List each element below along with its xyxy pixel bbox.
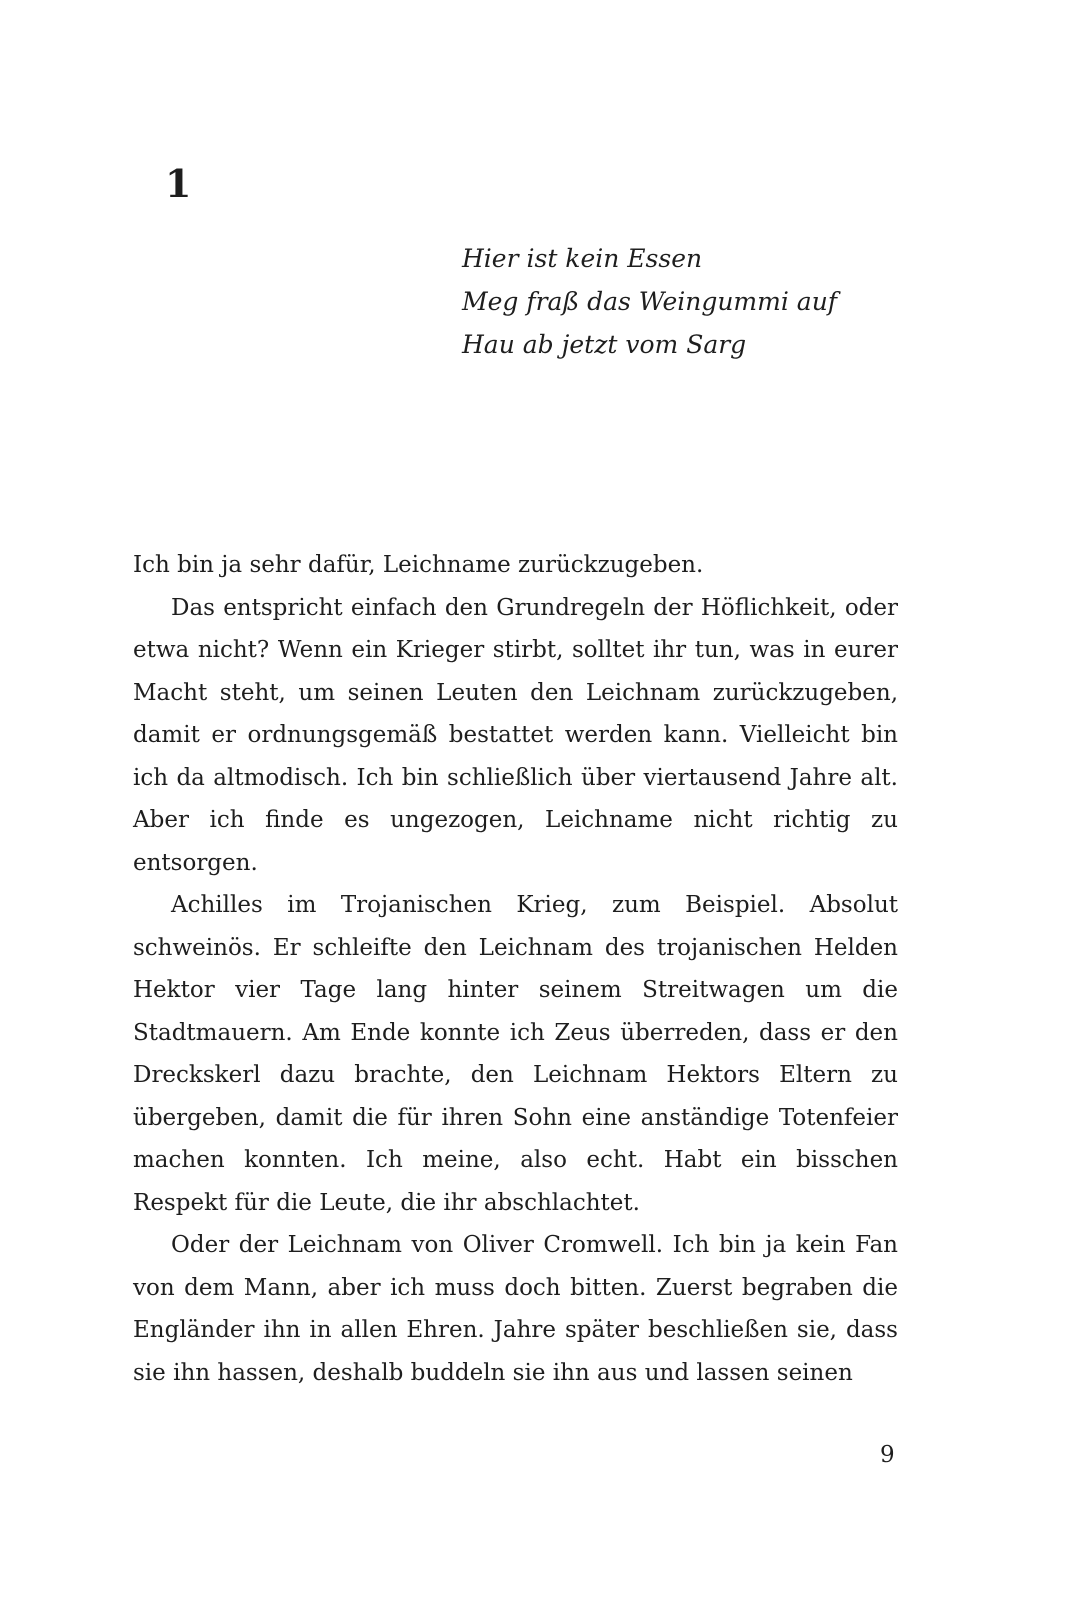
epigraph-line: Hier ist kein Essen xyxy=(462,244,703,273)
paragraph: Achilles im Trojanischen Krieg, zum Beispiel. Absolut schweinös. Er schleifte den Leichnam des trojanischen Helden Hektor vier Tage lang hinter seinem Streitwagen um die Stadtmauern. Am Ende konnte ich Zeus überreden, dass er den Dreckskerl dazu brachte, den Leichnam Hektors Eltern zu übergeben, damit die für ihren Sohn eine anständige Totenfeier machen konnten. Ich meine, also echt. Habt ein bisschen Respekt für die Leute, die ihr abschlachtet. xyxy=(133,892,898,1216)
chapter-number: 1 xyxy=(165,161,192,206)
paragraph: Ich bin ja sehr dafür, Leichname zurückzugeben. xyxy=(133,552,704,578)
epigraph-line: Meg fraß das Weingummi auf xyxy=(462,287,838,316)
page-number: 9 xyxy=(880,1442,895,1468)
epigraph xyxy=(462,237,837,366)
paragraph: Das entspricht einfach den Grundregeln der Höflichkeit, oder etwa nicht? Wenn ein Krieger stirbt, solltet ihr tun, was in eurer Macht steht, um seinen Leuten den Leichnam zurückzugeben, damit er ordnungsgemäß bestattet werden kann. Vielleicht bin ich da altmodisch. Ich bin schließlich über viertausend Jahre alt. Aber ich finde es ungezogen, Leichname nicht richtig zu entsorgen. xyxy=(133,594,898,876)
paragraph: Oder der Leichnam von Oliver Cromwell. Ich bin ja kein Fan von dem Mann, aber ich muss doch bitten. Zuerst begraben die Engländer ihn in allen Ehren. Jahre später beschließen sie, dass sie ihn hassen, deshalb buddeln sie ihn aus und lassen seinen xyxy=(133,1232,898,1386)
body-text xyxy=(133,544,898,1394)
epigraph-line: Hau ab jetzt vom Sarg xyxy=(462,330,747,359)
